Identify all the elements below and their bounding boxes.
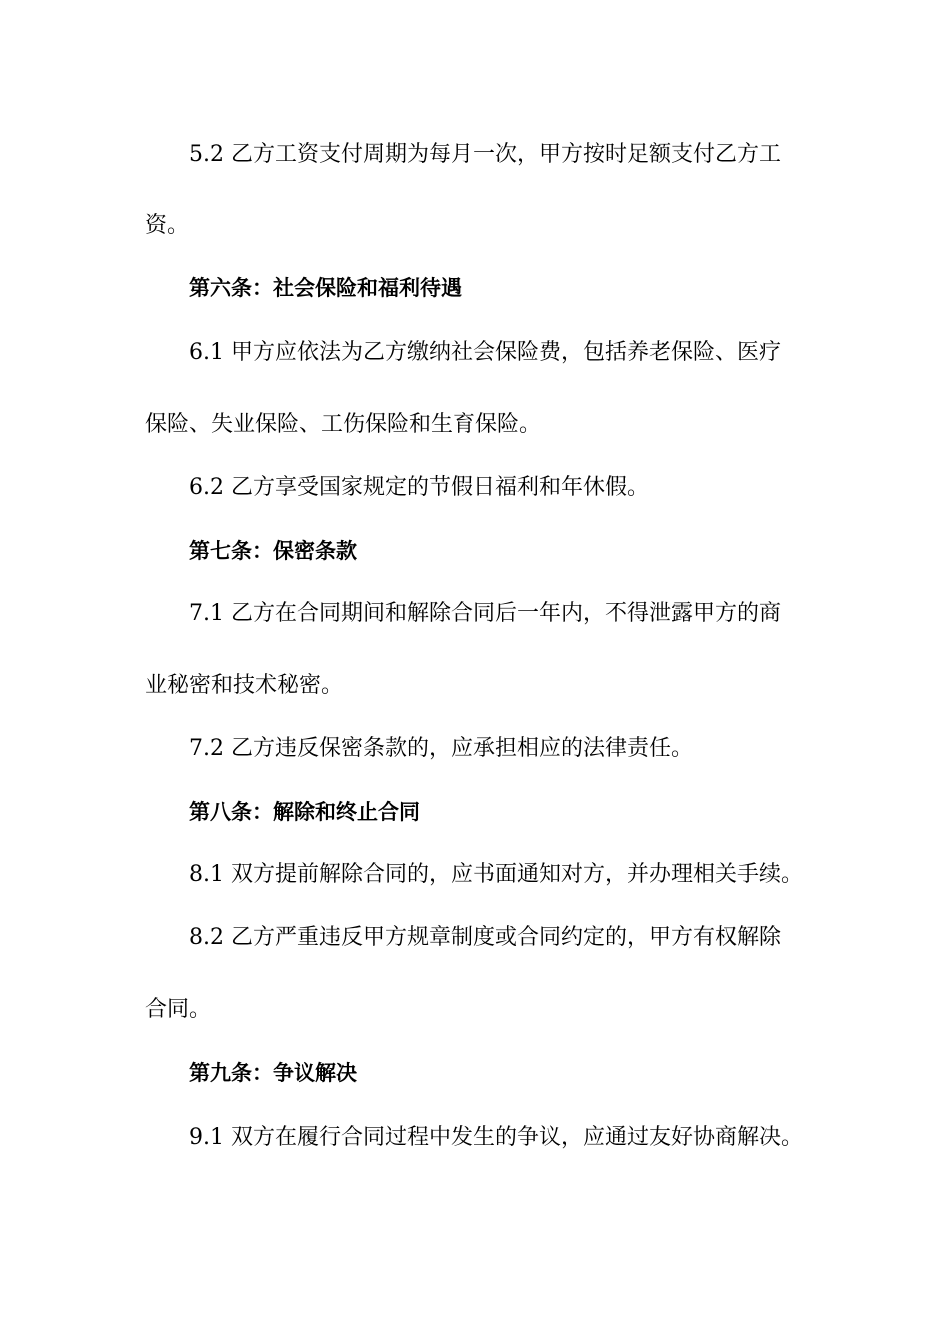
article-6-heading: 第六条：社会保险和福利待遇 — [189, 276, 462, 300]
clause-6-2: 6.2 乙方享受国家规定的节假日福利和年休假。 — [189, 475, 649, 500]
clause-8-2-line-1: 8.2 乙方严重违反甲方规章制度或合同约定的，甲方有权解除 — [189, 925, 781, 950]
article-9-heading: 第九条：争议解决 — [189, 1061, 357, 1085]
clause-5-2-line-1: 5.2 乙方工资支付周期为每月一次，甲方按时足额支付乙方工 — [189, 142, 781, 167]
article-7-heading: 第七条：保密条款 — [189, 539, 357, 563]
clause-7-2: 7.2 乙方违反保密条款的，应承担相应的法律责任。 — [189, 736, 693, 761]
clause-6-1-line-1: 6.1 甲方应依法为乙方缴纳社会保险费，包括养老保险、医疗 — [189, 340, 781, 365]
clause-5-2-line-2: 资。 — [145, 213, 190, 238]
clause-8-1: 8.1 双方提前解除合同的，应书面通知对方，并办理相关手续。 — [189, 862, 803, 887]
article-8-heading: 第八条：解除和终止合同 — [189, 800, 420, 824]
clause-7-1-line-1: 7.1 乙方在合同期间和解除合同后一年内，不得泄露甲方的商 — [189, 601, 781, 626]
clause-7-1-line-2: 业秘密和技术秘密。 — [145, 673, 344, 698]
clause-6-1-line-2: 保险、失业保险、工伤保险和生育保险。 — [145, 412, 542, 437]
clause-8-2-line-2: 合同。 — [145, 997, 212, 1022]
clause-9-1: 9.1 双方在履行合同过程中发生的争议，应通过友好协商解决。 — [189, 1125, 803, 1150]
